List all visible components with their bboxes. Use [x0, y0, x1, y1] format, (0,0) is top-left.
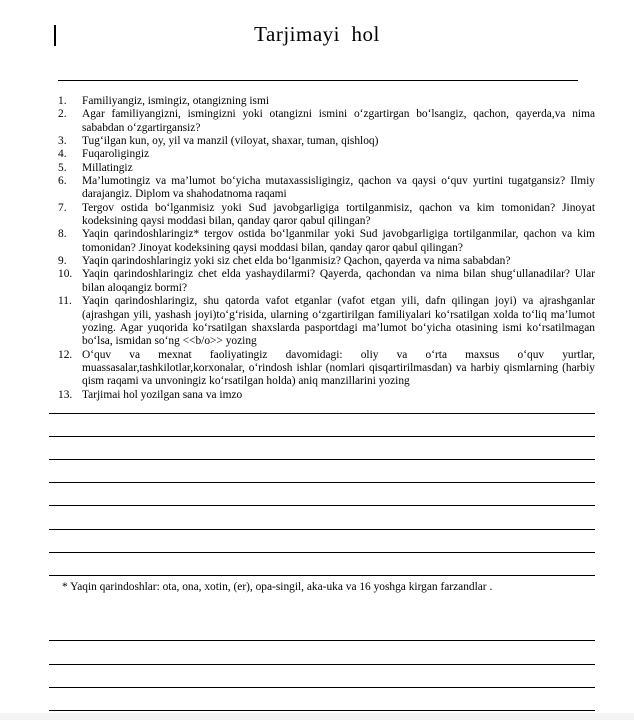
blank-answer-line[interactable]	[49, 688, 595, 711]
blank-answer-line[interactable]	[49, 414, 595, 437]
list-item-number: 10.	[58, 268, 73, 281]
list-item	[58, 148, 595, 161]
blank-answer-line[interactable]	[49, 665, 595, 688]
list-item-text: Yaqin qarindoshlaringiz yoki siz chet elda bo‘lganmisiz? Qachon, qayerda va nima sababdan?	[82, 255, 511, 268]
list-item	[58, 162, 595, 175]
list-item-text: Agar familiyangizni, ismingizni yoki otangizni ismini o‘zgartirgan bo‘lsangiz, qachon, qayerda,va nima sababdan o‘zgartirgansiz?	[82, 108, 595, 134]
list-item-text: Yaqin qarindoshlaringiz* tergov ostida bo‘lganmilar yoki Sud javobgarligiga tortilganmilar, qachon va kim tomonidan? Jinoyat kodeksining qaysi moddasi bilan, qanday qaror qabul qilingan?	[82, 228, 595, 254]
blank-answer-line[interactable]	[49, 618, 595, 641]
list-item-number: 2.	[58, 108, 67, 121]
blank-answer-line[interactable]	[49, 530, 595, 553]
header-rule	[58, 80, 578, 81]
list-item-text: Yaqin qarindoshlaringiz, shu qatorda vafot etganlar (vafot etgan yili, dafn qilingan joyi) va ajrashganlar (ajrashgan yili, yashash joyi)to‘g‘risida, ularning o‘zgartirilgan familiyalari ko‘rsatilgan xolda to‘liq ma’lumot yozing. Agar yuqorida ko‘rsatilgan shaxslarda pasportdagi ma’lumot bo‘yicha otasining ismi ko‘rsatilmagan bo‘lsa, ismidan so‘ng <<b/o>> yozing	[82, 295, 595, 348]
list-item-text: Fuqaroligingiz	[82, 148, 150, 161]
list-item-text: O‘quv va mexnat faoliyatingiz davomidagi: oliy va o‘rta maxsus o‘quv yurtlar, muassasalar,tashkilotlar,korxonalar, o‘rindosh ishlar (nomlari qisqartirilmasdan) va harbiy qismlarning (harbiy qism raqami va unvoningiz ko‘rsatilgan holda) aniq manzillarini yozing	[82, 348, 595, 388]
list-item-number: 3.	[58, 135, 67, 148]
blank-answer-line[interactable]	[49, 437, 595, 460]
list-item-number: 4.	[58, 148, 67, 161]
list-item	[58, 268, 595, 295]
blank-answer-line[interactable]	[49, 483, 595, 506]
list-item	[58, 135, 595, 148]
list-item-text: Millatingiz	[82, 161, 133, 174]
list-item-number: 12.	[58, 348, 73, 361]
list-item	[58, 228, 595, 255]
list-item-text: Yaqin qarindoshlaringiz chet elda yashaydilarmi? Qayerda, qachondan va nima bilan shug‘ullanadilar? Ular bilan aloqangiz bormi?	[82, 268, 595, 294]
list-item-text: Ma’lumotingiz va ma’lumot bo‘yicha mutaxassisligingiz, qachon va qaysi o‘quv yurtini tugatgansiz? Ilmiy darajangiz. Diplom va shahodatnoma raqami	[82, 175, 595, 201]
list-item	[58, 295, 595, 348]
list-item-number: 8.	[58, 228, 67, 241]
list-item	[58, 349, 595, 389]
blank-answer-line[interactable]	[49, 506, 595, 529]
list-item	[58, 175, 595, 202]
list-item-text: Tergov ostida bo‘lganmisiz yoki Sud javobgarligiga tortilganmisiz, qachon va kim tomonidan? Jinoyat kodeksining qaysi moddasi bilan, qanday qaror qabul qilingan?	[82, 201, 595, 228]
blank-answer-line[interactable]	[49, 460, 595, 483]
list-item	[58, 95, 595, 108]
footnote: * Yaqin qarindoshlar: ota, ona, xotin, (er), opa-singil, aka-uka va 16 yoshga kirgan farzandlar .	[62, 581, 493, 593]
list-item-number: 5.	[58, 161, 67, 174]
answer-lines-section-2	[49, 618, 595, 711]
blank-answer-line[interactable]	[49, 641, 595, 664]
question-list	[58, 95, 595, 402]
list-item-text: Tarjimai hol yozilgan sana va imzo	[82, 388, 243, 401]
answer-lines-section-1	[49, 388, 595, 576]
list-item	[58, 255, 595, 268]
list-item-number: 13.	[58, 388, 73, 401]
list-item-text: Familiyangiz, ismingiz, otangizning ismi	[82, 95, 269, 107]
blank-answer-line[interactable]	[49, 553, 595, 576]
list-item	[58, 202, 595, 229]
list-item-number: 9.	[58, 255, 67, 268]
list-item-number: 11.	[58, 295, 72, 308]
list-item-number: 7.	[58, 201, 67, 214]
list-item	[58, 108, 595, 135]
page-title: Tarjimayi hol	[254, 22, 380, 46]
list-item-number: 6.	[58, 175, 67, 188]
list-item-text: Tug‘ilgan kun, oy, yil va manzil (viloyat, shaxar, tuman, qishloq)	[82, 135, 379, 148]
blank-answer-line[interactable]	[49, 388, 595, 414]
list-item-number: 1.	[58, 95, 67, 107]
page-bottom-edge	[0, 713, 634, 720]
